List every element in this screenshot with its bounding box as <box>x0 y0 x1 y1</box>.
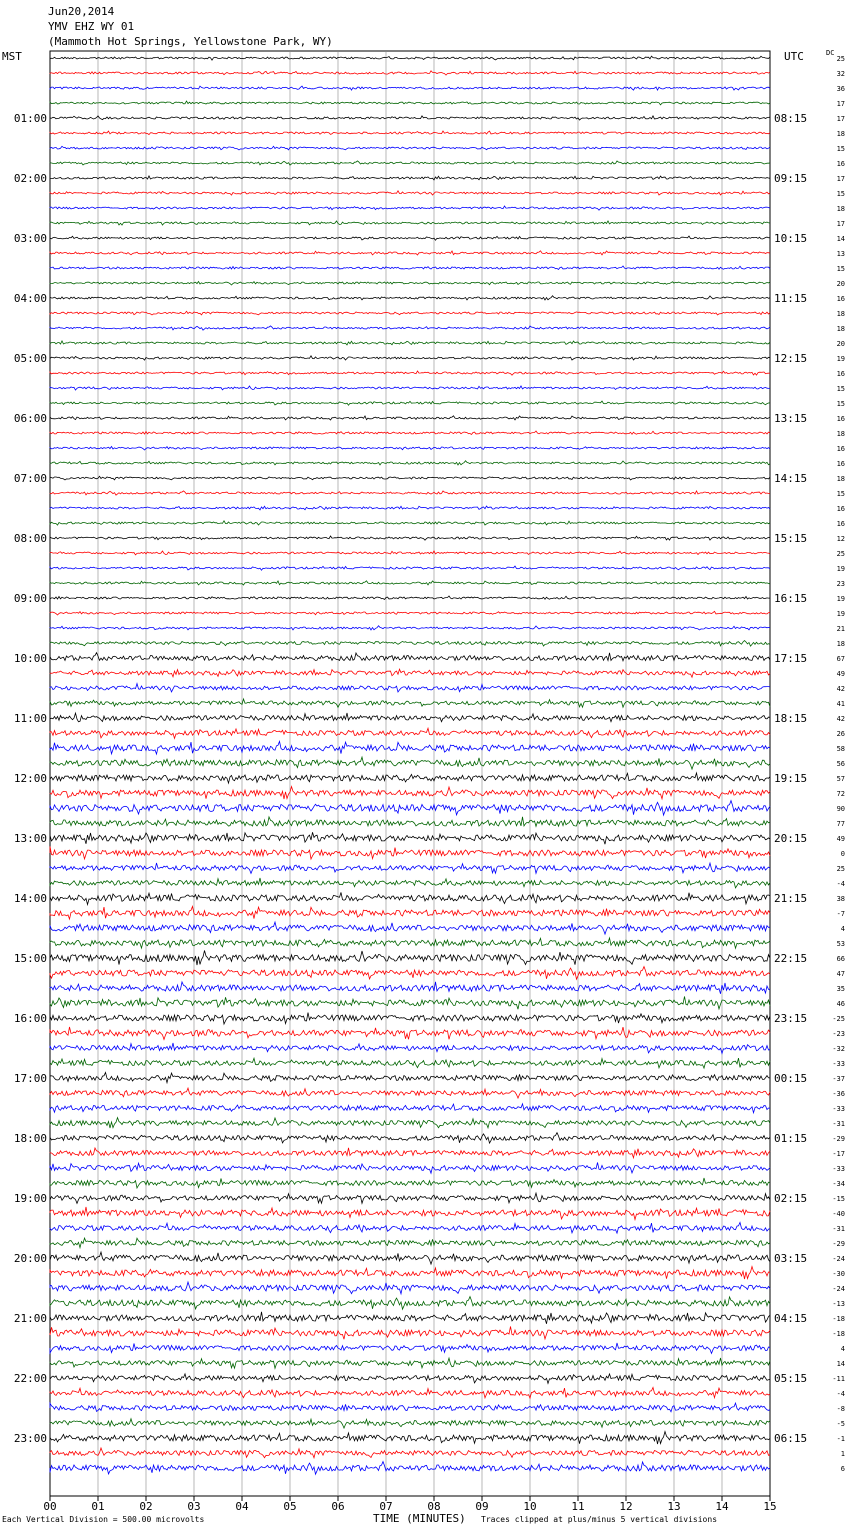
dc-value: -18 <box>832 1315 845 1323</box>
dc-value: 6 <box>840 1465 845 1473</box>
mst-hour-label: 01:00 <box>13 112 47 125</box>
dc-value: 57 <box>836 775 845 783</box>
mst-hour-label: 21:00 <box>13 1312 47 1325</box>
utc-hour-label: 04:15 <box>774 1312 808 1325</box>
dc-value: -13 <box>832 1300 845 1308</box>
left-axis-title: MST <box>2 50 22 63</box>
mst-hour-label: 22:00 <box>13 1372 47 1385</box>
trace-line <box>50 1282 770 1294</box>
dc-value: 16 <box>836 505 845 513</box>
trace-line <box>50 967 770 980</box>
dc-value: -23 <box>832 1030 845 1038</box>
trace-line <box>50 131 770 135</box>
dc-value: 4 <box>840 925 845 933</box>
dc-value: 18 <box>836 130 845 138</box>
trace-line <box>50 236 770 240</box>
trace-line <box>50 892 770 904</box>
utc-hour-label: 23:15 <box>774 1012 808 1025</box>
dc-value: 15 <box>836 190 845 198</box>
trace-line <box>50 521 770 525</box>
trace-line <box>50 1193 770 1203</box>
mst-hour-label: 18:00 <box>13 1132 47 1145</box>
trace-line <box>50 1343 770 1353</box>
mst-hour-label: 15:00 <box>13 952 47 965</box>
dc-value: 16 <box>836 445 845 453</box>
utc-hour-label: 05:15 <box>774 1372 808 1385</box>
date-label: Jun20,2014 <box>48 5 115 18</box>
dc-value: -4 <box>836 1390 845 1398</box>
dc-value: -7 <box>836 910 845 918</box>
dc-value: 1 <box>840 1450 845 1458</box>
utc-hour-label: 20:15 <box>774 832 808 845</box>
mst-hour-label: 06:00 <box>13 412 47 425</box>
trace-line <box>50 491 770 495</box>
dc-value: -33 <box>832 1060 845 1068</box>
trace-line <box>50 146 770 150</box>
dc-value: 36 <box>836 85 845 93</box>
trace-line <box>50 206 770 210</box>
dc-value: 90 <box>836 805 845 813</box>
x-tick-label: 03 <box>187 1500 201 1513</box>
dc-value: -32 <box>832 1045 845 1053</box>
mst-hour-label: 07:00 <box>13 472 47 485</box>
trace-line <box>50 266 770 270</box>
mst-hour-label: 10:00 <box>13 652 47 665</box>
dc-value: -34 <box>832 1180 845 1188</box>
trace-line <box>50 817 770 827</box>
utc-hour-label: 22:15 <box>774 952 808 965</box>
dc-value: 18 <box>836 475 845 483</box>
dc-value: -8 <box>836 1405 845 1413</box>
trace-line <box>50 1403 770 1412</box>
mst-hour-label: 08:00 <box>13 532 47 545</box>
dc-value: 17 <box>836 220 845 228</box>
dc-value: 17 <box>836 115 845 123</box>
dc-value: 15 <box>836 385 845 393</box>
trace-line <box>50 311 770 315</box>
dc-value: 49 <box>836 835 845 843</box>
trace-line <box>50 71 770 75</box>
dc-value: 42 <box>836 685 845 693</box>
x-tick-label: 06 <box>331 1500 345 1513</box>
trace-line <box>50 1312 770 1324</box>
clip-note: Traces clipped at plus/minus 5 vertical divisions <box>481 1515 718 1524</box>
dc-value: 4 <box>840 1345 845 1353</box>
dc-value: 21 <box>836 625 845 633</box>
mst-hour-label: 09:00 <box>13 592 47 605</box>
dc-value: 42 <box>836 715 845 723</box>
trace-line <box>50 296 770 300</box>
trace-line <box>50 431 770 435</box>
x-tick-label: 14 <box>715 1500 729 1513</box>
trace-line <box>50 476 770 480</box>
dc-value: 38 <box>836 895 845 903</box>
dc-value: -37 <box>832 1075 845 1083</box>
trace-line <box>50 356 770 360</box>
utc-hour-label: 03:15 <box>774 1252 808 1265</box>
dc-value: 18 <box>836 310 845 318</box>
trace-line <box>50 787 770 800</box>
dc-value: -29 <box>832 1240 845 1248</box>
trace-line <box>50 951 770 966</box>
dc-value: 16 <box>836 295 845 303</box>
x-tick-label: 01 <box>91 1500 105 1513</box>
dc-value: 17 <box>836 175 845 183</box>
dc-value: 18 <box>836 205 845 213</box>
trace-line <box>50 1027 770 1040</box>
mst-hour-label: 17:00 <box>13 1072 47 1085</box>
utc-hour-label: 01:15 <box>774 1132 808 1145</box>
trace-line <box>50 1178 770 1188</box>
trace-line <box>50 251 770 255</box>
trace-line <box>50 1252 770 1264</box>
trace-line <box>50 938 770 948</box>
utc-hour-label: 13:15 <box>774 412 808 425</box>
trace-line <box>50 1043 770 1053</box>
trace-line <box>50 713 770 722</box>
dc-value: 32 <box>836 70 845 78</box>
trace-line <box>50 326 770 330</box>
dc-value: -17 <box>832 1150 845 1158</box>
dc-value: 18 <box>836 640 845 648</box>
dc-value: -29 <box>832 1135 845 1143</box>
trace-line <box>50 832 770 844</box>
dc-value: 19 <box>836 610 845 618</box>
utc-hour-label: 21:15 <box>774 892 808 905</box>
dc-value: 25 <box>836 55 845 63</box>
mst-hour-label: 19:00 <box>13 1192 47 1205</box>
trace-line <box>50 1358 770 1368</box>
dc-value: 23 <box>836 580 845 588</box>
utc-hour-label: 17:15 <box>774 652 808 665</box>
dc-value: 46 <box>836 1000 845 1008</box>
dc-value: -31 <box>832 1225 845 1233</box>
trace-line <box>50 1238 770 1248</box>
dc-value: 47 <box>836 970 845 978</box>
dc-value: -15 <box>832 1195 845 1203</box>
trace-line <box>50 699 770 707</box>
trace-line <box>50 461 770 465</box>
x-tick-label: 10 <box>523 1500 537 1513</box>
trace-line <box>50 906 770 919</box>
trace-line <box>50 416 770 420</box>
plot-frame <box>50 51 770 1496</box>
dc-value: 16 <box>836 370 845 378</box>
trace-line <box>50 1104 770 1113</box>
trace-line <box>50 1013 770 1024</box>
dc-value: 19 <box>836 595 845 603</box>
dc-value: 49 <box>836 670 845 678</box>
dc-value: 19 <box>836 355 845 363</box>
x-tick-label: 08 <box>427 1500 441 1513</box>
trace-line <box>50 1388 770 1399</box>
trace-line <box>50 1058 770 1068</box>
trace-line <box>50 371 770 375</box>
dc-value: 14 <box>836 1360 845 1368</box>
dc-value: -1 <box>836 1435 845 1443</box>
mst-hour-label: 02:00 <box>13 172 47 185</box>
x-tick-label: 02 <box>139 1500 153 1513</box>
utc-hour-label: 10:15 <box>774 232 808 245</box>
dc-value: -30 <box>832 1270 845 1278</box>
trace-line <box>50 1207 770 1220</box>
x-tick-label: 07 <box>379 1500 393 1513</box>
dc-value: 16 <box>836 160 845 168</box>
trace-line <box>50 641 770 647</box>
station-label: YMV EHZ WY 01 <box>48 20 135 33</box>
trace-line <box>50 1223 770 1234</box>
trace-line <box>50 757 770 769</box>
dc-value: -36 <box>832 1090 845 1098</box>
dc-value: -11 <box>832 1375 845 1383</box>
dc-value: 16 <box>836 460 845 468</box>
trace-line <box>50 56 770 60</box>
trace-line <box>50 581 770 585</box>
trace-line <box>50 846 770 859</box>
trace-line <box>50 447 770 451</box>
dc-value: 58 <box>836 745 845 753</box>
trace-line <box>50 386 770 390</box>
trace-line <box>50 536 770 540</box>
trace-line <box>50 684 770 692</box>
trace-line <box>50 653 770 661</box>
dc-value: 17 <box>836 100 845 108</box>
trace-line <box>50 1267 770 1280</box>
trace-line <box>50 922 770 934</box>
dc-value: 18 <box>836 325 845 333</box>
trace-line <box>50 116 770 120</box>
x-tick-label: 09 <box>475 1500 489 1513</box>
x-tick-label: 00 <box>43 1500 57 1513</box>
dc-value: 16 <box>836 520 845 528</box>
mst-hour-label: 13:00 <box>13 832 47 845</box>
trace-line <box>50 1148 770 1158</box>
dc-value: 0 <box>840 850 845 858</box>
trace-line <box>50 401 770 405</box>
trace-line <box>50 611 770 615</box>
trace-line <box>50 282 770 286</box>
dc-value: 14 <box>836 235 845 243</box>
trace-line <box>50 626 770 630</box>
trace-line <box>50 1326 770 1339</box>
trace-line <box>50 1374 770 1384</box>
dc-value: 56 <box>836 760 845 768</box>
mst-hour-label: 03:00 <box>13 232 47 245</box>
dc-value: 15 <box>836 400 845 408</box>
mst-hour-label: 14:00 <box>13 892 47 905</box>
dc-value: 67 <box>836 655 845 663</box>
utc-hour-label: 16:15 <box>774 592 808 605</box>
dc-column-title: DC <box>826 49 835 57</box>
trace-line <box>50 1297 770 1310</box>
dc-value: 35 <box>836 985 845 993</box>
dc-value: 20 <box>836 280 845 288</box>
dc-value: 18 <box>836 430 845 438</box>
utc-hour-label: 09:15 <box>774 172 808 185</box>
x-axis-title: TIME (MINUTES) <box>373 1512 466 1525</box>
dc-value: 12 <box>836 535 845 543</box>
trace-line <box>50 728 770 738</box>
mst-hour-label: 20:00 <box>13 1252 47 1265</box>
trace-line <box>50 101 770 105</box>
utc-hour-label: 15:15 <box>774 532 808 545</box>
trace-line <box>50 176 770 180</box>
trace-line <box>50 221 770 225</box>
mst-hour-label: 11:00 <box>13 712 47 725</box>
trace-line <box>50 773 770 783</box>
trace-line <box>50 801 770 816</box>
dc-value: 25 <box>836 865 845 873</box>
trace-line <box>50 1073 770 1083</box>
dc-value: -31 <box>832 1120 845 1128</box>
dc-value: -24 <box>832 1255 845 1263</box>
trace-line <box>50 161 770 165</box>
dc-value: 20 <box>836 340 845 348</box>
mst-hour-label: 04:00 <box>13 292 47 305</box>
mst-hour-label: 16:00 <box>13 1012 47 1025</box>
dc-value: 16 <box>836 415 845 423</box>
x-tick-label: 11 <box>571 1500 585 1513</box>
trace-line <box>50 341 770 345</box>
dc-value: -24 <box>832 1285 845 1293</box>
dc-value: -33 <box>832 1165 845 1173</box>
dc-value: -40 <box>832 1210 845 1218</box>
dc-value: 77 <box>836 820 845 828</box>
trace-line <box>50 551 770 555</box>
trace-line <box>50 566 770 570</box>
utc-hour-label: 12:15 <box>774 352 808 365</box>
trace-line <box>50 1133 770 1143</box>
dc-value: -25 <box>832 1015 845 1023</box>
utc-hour-label: 02:15 <box>774 1192 808 1205</box>
x-tick-label: 12 <box>619 1500 633 1513</box>
trace-line <box>50 741 770 754</box>
dc-value: 19 <box>836 565 845 573</box>
trace-line <box>50 596 770 600</box>
x-tick-label: 05 <box>283 1500 297 1513</box>
dc-value: 41 <box>836 700 845 708</box>
dc-value: 53 <box>836 940 845 948</box>
utc-hour-label: 06:15 <box>774 1432 808 1445</box>
x-tick-label: 13 <box>667 1500 681 1513</box>
utc-hour-label: 08:15 <box>774 112 808 125</box>
utc-hour-label: 19:15 <box>774 772 808 785</box>
utc-hour-label: 14:15 <box>774 472 808 485</box>
scale-note: Each Vertical Division = 500.00 microvolts <box>2 1515 205 1524</box>
dc-value: 25 <box>836 550 845 558</box>
dc-value: -5 <box>836 1420 845 1428</box>
x-tick-label: 15 <box>763 1500 777 1513</box>
trace-line <box>50 996 770 1009</box>
trace-line <box>50 1462 770 1475</box>
trace-line <box>50 1163 770 1174</box>
dc-value: 72 <box>836 790 845 798</box>
trace-line <box>50 1448 770 1458</box>
dc-value: 26 <box>836 730 845 738</box>
mst-hour-label: 05:00 <box>13 352 47 365</box>
trace-line <box>50 506 770 510</box>
trace-line <box>50 1088 770 1098</box>
trace-line <box>50 878 770 888</box>
right-axis-title: UTC <box>784 50 804 63</box>
dc-value: -4 <box>836 880 845 888</box>
trace-line <box>50 1419 770 1428</box>
location-label: (Mammoth Hot Springs, Yellowstone Park, WY) <box>48 35 333 48</box>
dc-value: -33 <box>832 1105 845 1113</box>
trace-line <box>50 1432 770 1445</box>
dc-value: 15 <box>836 145 845 153</box>
dc-value: 66 <box>836 955 845 963</box>
dc-value: 15 <box>836 265 845 273</box>
dc-value: -18 <box>832 1330 845 1338</box>
dc-value: 15 <box>836 490 845 498</box>
trace-line <box>50 191 770 195</box>
mst-hour-label: 23:00 <box>13 1432 47 1445</box>
trace-line <box>50 1118 770 1128</box>
trace-line <box>50 982 770 994</box>
mst-hour-label: 12:00 <box>13 772 47 785</box>
utc-hour-label: 18:15 <box>774 712 808 725</box>
utc-hour-label: 00:15 <box>774 1072 808 1085</box>
dc-value: 13 <box>836 250 845 258</box>
trace-line <box>50 669 770 677</box>
trace-line <box>50 86 770 90</box>
x-tick-label: 04 <box>235 1500 249 1513</box>
utc-hour-label: 11:15 <box>774 292 808 305</box>
trace-line <box>50 863 770 873</box>
